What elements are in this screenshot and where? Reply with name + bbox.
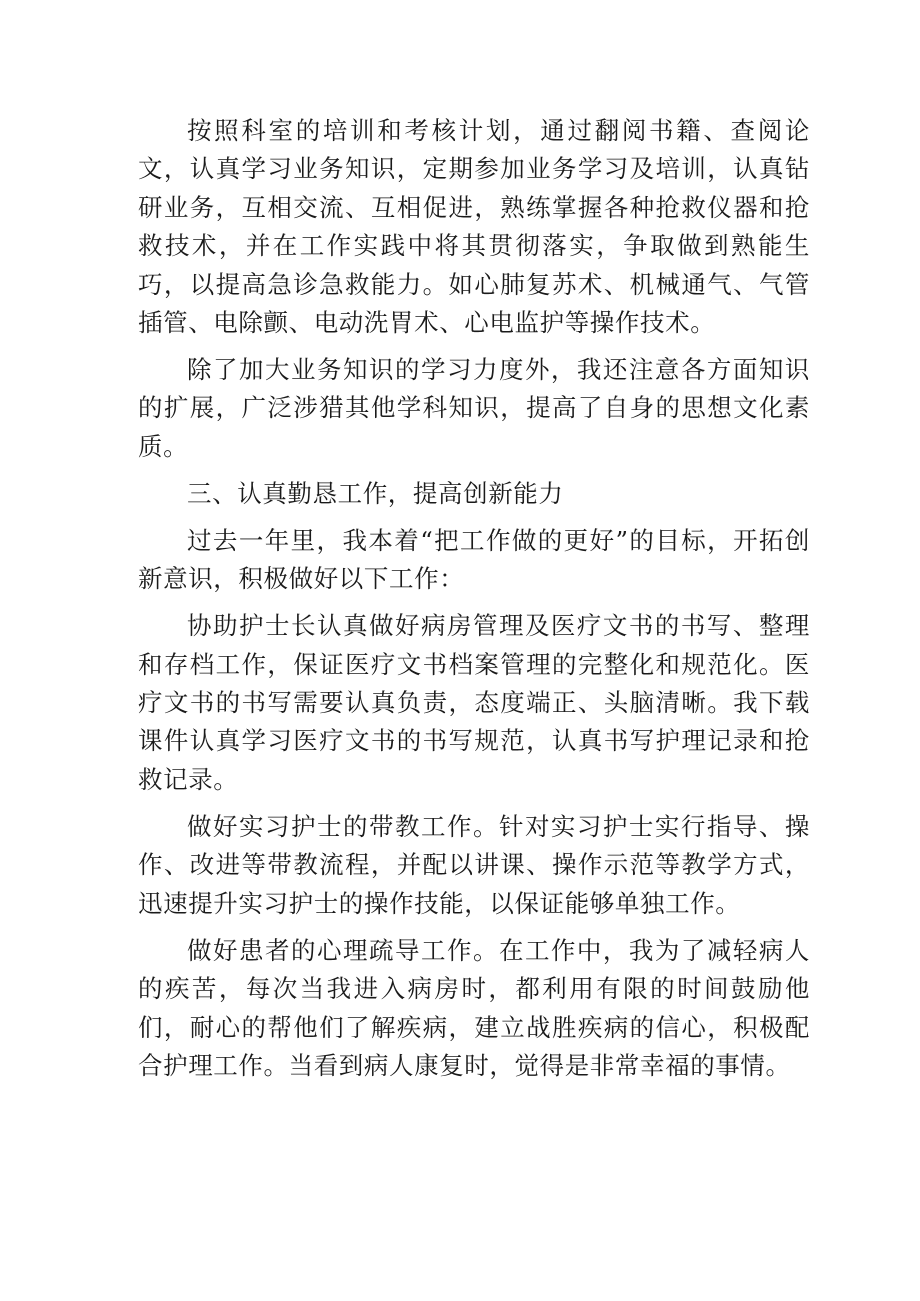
paragraph-medical-records: 协助护士长认真做好病房管理及医疗文书的书写、整理和存档工作，保证医疗文书档案管理的完整化和规范化。医疗文书的书写需要认真负责，态度端正、头脑清晰。我下载课件认真学习医疗文书的书写规范，认真书写护理记录和抢救记录。 — [138, 611, 810, 794]
paragraph-knowledge-expansion: 除了加大业务知识的学习力度外，我还注意各方面知识的扩展，广泛涉猎其他学科知识，提高了自身的思想文化素质。 — [138, 355, 810, 461]
paragraph-intern-teaching: 做好实习护士的带教工作。针对实习护士实行指导、操作、改进等带教流程，并配以讲课、操作示范等教学方式，迅速提升实习护士的操作技能，以保证能够单独工作。 — [138, 811, 810, 918]
document-body — [138, 112, 810, 1094]
paragraph-patient-care: 做好患者的心理疏导工作。在工作中，我为了减轻病人的疾苦，每次当我进入病房时，都利用有限的时间鼓励他们，耐心的帮他们了解疾病，建立战胜疾病的信心，积极配合护理工作。当看到病人康复时，觉得是非常幸福的事情。 — [138, 935, 810, 1080]
paragraph-training: 按照科室的培训和考核计划，通过翻阅书籍、查阅论文，认真学习业务知识，定期参加业务学习及培训，认真钻研业务，互相交流、互相促进，熟练掌握各种抢救仪器和抢救技术，并在工作实践中将其贯彻落实，争取做到熟能生巧，以提高急诊急救能力。如心肺复苏术、机械通气、气管插管、电除颤、电动洗胃术、心电监护等操作技术。 — [138, 116, 810, 338]
section-heading: 三、认真勤恳工作，提高创新能力 — [187, 478, 564, 508]
paragraph-past-year: 过去一年里，我本着“把工作做的更好”的目标，开拓创新意识，积极做好以下工作： — [138, 525, 810, 594]
